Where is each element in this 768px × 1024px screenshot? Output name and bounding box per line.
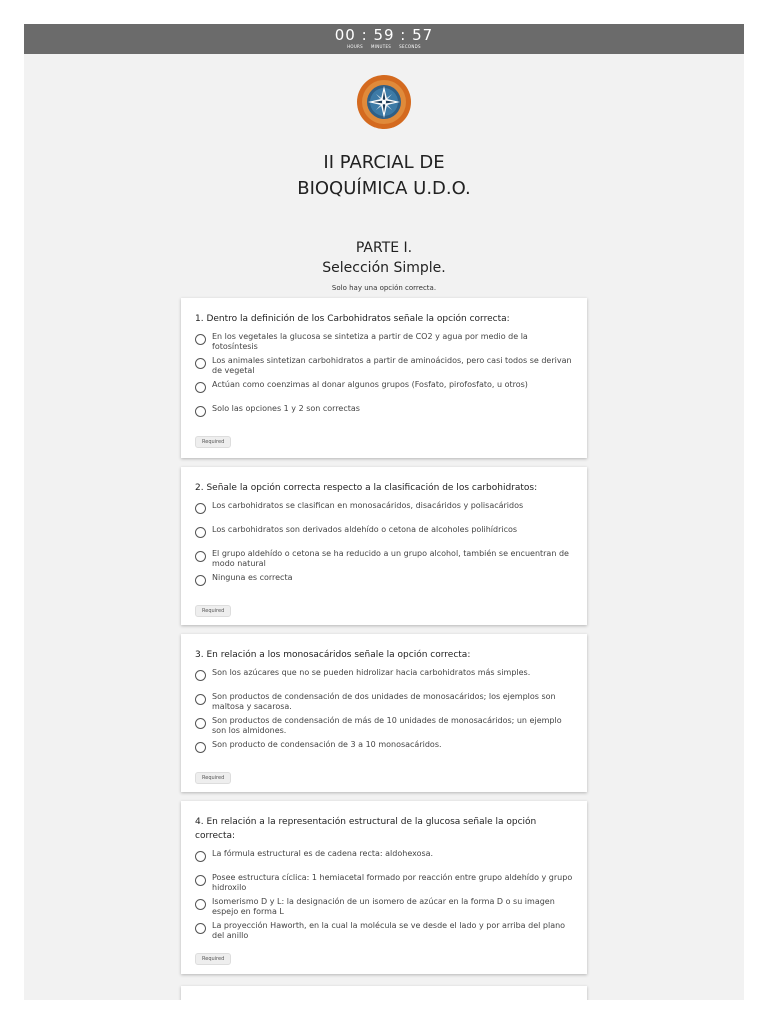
answer-option[interactable] [195, 692, 573, 714]
timer-label-seconds: SECONDS [399, 44, 421, 49]
page-frame [24, 24, 744, 1000]
countdown-timer [335, 24, 433, 49]
answer-option[interactable] [195, 380, 573, 402]
answer-option[interactable] [195, 740, 573, 762]
question-card-5-partial [181, 986, 587, 1000]
radio-button[interactable] [195, 851, 206, 862]
radio-button[interactable] [195, 527, 206, 538]
radio-button[interactable] [195, 382, 206, 393]
answer-option[interactable] [195, 716, 573, 738]
section-subtitle: Selección Simple. [322, 260, 446, 276]
question-text: 4. En relación a la representación estructural de la glucosa señale la opción correcta: [195, 817, 537, 841]
answer-option[interactable] [195, 356, 573, 378]
option-label: Posee estructura cíclica: 1 hemiacetal formado por reacción entre grupo aldehído y grupo hidroxilo [212, 873, 573, 892]
required-badge: Required [195, 953, 231, 965]
question-card-2 [181, 467, 587, 625]
university-seal-logo [356, 74, 412, 130]
exam-title-line-1: II PARCIAL DE [323, 152, 445, 173]
required-badge: Required [195, 605, 231, 617]
option-label: La fórmula estructural es de cadena recta: aldohexosa. [212, 849, 434, 858]
answer-option[interactable] [195, 525, 573, 547]
question-card-4 [181, 801, 587, 974]
option-label: Isomerismo D y L: la designación de un isomero de azúcar en la forma D o su imagen espejo en forma L [212, 897, 555, 916]
required-badge: Required [195, 772, 231, 784]
option-label: Los carbohidratos se clasifican en monosacáridos, disacáridos y polisacáridos [212, 501, 524, 510]
question-text: 3. En relación a los monosacáridos señale la opción correcta: [195, 650, 471, 660]
radio-button[interactable] [195, 718, 206, 729]
radio-button[interactable] [195, 551, 206, 562]
option-label: Los animales sintetizan carbohidratos a partir de aminoácidos, pero casi todos se derivan de vegetal [212, 356, 572, 375]
answer-option[interactable] [195, 668, 573, 690]
question-card-1 [181, 298, 587, 458]
question-text: 2. Señale la opción correcta respecto a la clasificación de los carbohidratos: [195, 483, 538, 493]
option-label: Actúan como coenzimas al donar algunos grupos (Fosfato, pirofosfato, u otros) [212, 380, 528, 389]
radio-button[interactable] [195, 358, 206, 369]
university-logo-wrap [24, 74, 744, 130]
option-label: Son productos de condensación de dos unidades de monosacáridos; los ejemplos son maltosa y sacarosa. [212, 692, 556, 711]
answer-option[interactable] [195, 404, 573, 426]
option-label: Son producto de condensación de 3 a 10 monosacáridos. [212, 740, 442, 749]
exam-title-line-2: BIOQUÍMICA U.D.O. [297, 178, 471, 199]
timer-unit-labels [335, 44, 433, 49]
answer-option[interactable] [195, 921, 573, 943]
option-label: El grupo aldehído o cetona se ha reducido a un grupo alcohol, también se encuentran de modo natural [212, 549, 569, 568]
question-text: 1. Dentro la definición de los Carbohidratos señale la opción correcta: [195, 314, 510, 324]
timer-label-minutes: MINUTES [370, 44, 392, 49]
option-label: La proyección Haworth, en la cual la molécula se ve desde el lado y por arriba del plano del anillo [212, 921, 566, 940]
section-header [24, 238, 744, 292]
timer-digits: 00 : 59 : 57 [334, 26, 434, 44]
exam-title [24, 150, 744, 202]
option-label: En los vegetales la glucosa se sintetiza a partir de CO2 y agua por medio de la fotosíntesis [212, 332, 528, 351]
answer-option[interactable] [195, 897, 573, 919]
option-label: Solo las opciones 1 y 2 son correctas [212, 404, 360, 413]
section-part: PARTE I. [355, 240, 413, 256]
required-badge: Required [195, 436, 231, 448]
option-label: Ninguna es correcta [212, 573, 293, 582]
answer-option[interactable] [195, 873, 573, 895]
radio-button[interactable] [195, 334, 206, 345]
answer-option[interactable] [195, 573, 573, 595]
radio-button[interactable] [195, 406, 206, 417]
question-card-3 [181, 634, 587, 792]
radio-button[interactable] [195, 670, 206, 681]
countdown-timer-bar [24, 24, 744, 54]
answer-option[interactable] [195, 549, 573, 571]
section-note: Solo hay una opción correcta. [331, 284, 437, 292]
answer-option[interactable] [195, 501, 573, 523]
answer-option[interactable] [195, 332, 573, 354]
radio-button[interactable] [195, 923, 206, 934]
radio-button[interactable] [195, 694, 206, 705]
radio-button[interactable] [195, 875, 206, 886]
timer-label-hours: HOURS [347, 44, 363, 49]
radio-button[interactable] [195, 899, 206, 910]
radio-button[interactable] [195, 503, 206, 514]
radio-button[interactable] [195, 742, 206, 753]
option-label: Son productos de condensación de más de 10 unidades de monosacáridos; un ejemplo son los almidones. [212, 716, 562, 735]
answer-option[interactable] [195, 849, 573, 871]
option-label: Son los azúcares que no se pueden hidrolizar hacia carbohidratos más simples. [212, 668, 531, 677]
radio-button[interactable] [195, 575, 206, 586]
option-label: Los carbohidratos son derivados aldehído o cetona de alcoholes polihídricos [212, 525, 518, 534]
